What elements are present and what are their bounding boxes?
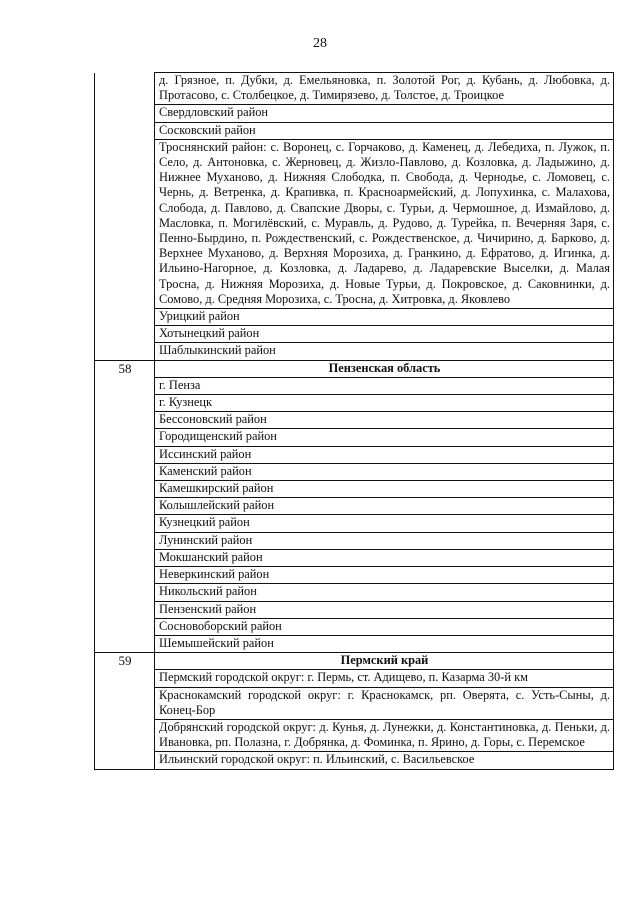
region-header-row <box>95 360 614 377</box>
table-row <box>95 481 614 498</box>
row-number <box>95 618 155 635</box>
row-number <box>95 635 155 652</box>
table-row <box>95 549 614 566</box>
row-number <box>95 549 155 566</box>
row-number <box>95 309 155 326</box>
table-row <box>95 309 614 326</box>
district-name: Пензенский район <box>155 601 614 618</box>
row-number <box>95 73 155 105</box>
district-name: Пермский городской округ: г. Пермь, ст. Адищево, п. Казарма 30-й км <box>155 670 614 687</box>
district-name: Колышлейский район <box>155 498 614 515</box>
district-name: Каменский район <box>155 463 614 480</box>
table-row <box>95 670 614 687</box>
district-name: Свердловский район <box>155 105 614 122</box>
row-number <box>95 601 155 618</box>
district-name: Неверкинский район <box>155 567 614 584</box>
row-number <box>95 498 155 515</box>
table-row <box>95 343 614 360</box>
row-number <box>95 395 155 412</box>
district-name: Ильинский городской округ: п. Ильинский, с. Васильевское <box>155 752 614 769</box>
row-number <box>95 122 155 139</box>
district-name: Сосновоборский район <box>155 618 614 635</box>
table-row <box>95 498 614 515</box>
table-row <box>95 719 614 751</box>
row-number <box>95 719 155 751</box>
table-row <box>95 429 614 446</box>
region-title: Пермский край <box>155 653 614 670</box>
locality-list: Добрянский городской округ: д. Кунья, д. Лунежки, д. Константиновка, д. Пеньки, д. Ивановка, рп. Полазна, г. Добрянка, д. Фоминка, п. Ярино, д. Горы, с. Перемское <box>155 719 614 751</box>
row-number <box>95 326 155 343</box>
regions-table <box>94 72 614 770</box>
district-name: г. Пенза <box>155 377 614 394</box>
district-name: Камешкирский район <box>155 481 614 498</box>
table-row <box>95 412 614 429</box>
table-row <box>95 567 614 584</box>
district-name: Иссинский район <box>155 446 614 463</box>
district-name: г. Кузнецк <box>155 395 614 412</box>
region-number: 58 <box>95 360 155 377</box>
table-row <box>95 584 614 601</box>
row-number <box>95 584 155 601</box>
locality-list: Троснянский район: с. Воронец, с. Горчаково, д. Каменец, д. Лебедиха, п. Лужок, п. Село, д. Антоновка, с. Жерновец, д. Жизло-Павлово, д. Козловка, д. Ладыжино, д. Нижнее Муханово, д. Нижняя Слободка, п. Свобода, д. Чернодье, с. Ломовец, с. Чернь, д. Ветренка, д. Крапивка, п. Красноармейский, д. Лопухинка, с. Малахова, Слобода, д. Павлово, д. Свапские Дворы, с. Турьи, д. Чермошное, д. Измайлово, д. Масловка, п. Могилёвский, с. Муравль, д. Рудово, д. Турейка, п. Вечерняя Заря, с. Пенно-Бырдино, п. Рождественский, с. Рождественское, д. Чичирино, д. Барково, д. Верхнее Муханово, д. Верхняя Морозиха, д. Гранкино, д. Ефратово, д. Игинка, д. Ильино-Нагорное, д. Козловка, д. Ладарево, д. Ладаревские Выселки, д. Малая Тросна, д. Нижняя Морозиха, д. Новые Турьи, д. Покровское, д. Саковнинки, д. Сомово, д. Средняя Морозиха, с. Тросна, д. Хитровка, д. Яковлево <box>155 139 614 308</box>
row-number <box>95 139 155 308</box>
table-row <box>95 377 614 394</box>
locality-list: Краснокамский городской округ: г. Краснокамск, рп. Оверята, с. Усть-Сыны, д. Конец-Бор <box>155 687 614 719</box>
page-number: 28 <box>313 36 327 51</box>
district-name: Городищенский район <box>155 429 614 446</box>
row-number <box>95 481 155 498</box>
table-row <box>95 446 614 463</box>
table-row <box>95 105 614 122</box>
row-number <box>95 532 155 549</box>
table-row <box>95 635 614 652</box>
district-name: Кузнецкий район <box>155 515 614 532</box>
row-number <box>95 412 155 429</box>
table-row <box>95 395 614 412</box>
row-number <box>95 377 155 394</box>
table-row <box>95 601 614 618</box>
locality-list: д. Грязное, п. Дубки, д. Емельяновка, п. Золотой Рог, д. Кубань, д. Любовка, д. Протасово, с. Столбецкое, д. Тимирязево, д. Толстое, д. Троицкое <box>155 73 614 105</box>
table-row <box>95 618 614 635</box>
district-name: Сосковский район <box>155 122 614 139</box>
table-row <box>95 532 614 549</box>
row-number <box>95 343 155 360</box>
row-number <box>95 446 155 463</box>
table-row <box>95 515 614 532</box>
row-number <box>95 567 155 584</box>
table-row <box>95 73 614 105</box>
row-number <box>95 687 155 719</box>
district-name: Хотынецкий район <box>155 326 614 343</box>
region-header-row <box>95 653 614 670</box>
district-name: Урицкий район <box>155 309 614 326</box>
row-number <box>95 670 155 687</box>
table-row <box>95 463 614 480</box>
district-name: Мокшанский район <box>155 549 614 566</box>
region-title: Пензенская область <box>155 360 614 377</box>
district-name: Шаблыкинский район <box>155 343 614 360</box>
row-number <box>95 752 155 769</box>
table-row <box>95 687 614 719</box>
district-name: Никольский район <box>155 584 614 601</box>
table-row <box>95 326 614 343</box>
row-number <box>95 105 155 122</box>
table-row <box>95 139 614 308</box>
district-name: Бессоновский район <box>155 412 614 429</box>
row-number <box>95 429 155 446</box>
region-number: 59 <box>95 653 155 670</box>
table-row <box>95 122 614 139</box>
district-name: Лунинский район <box>155 532 614 549</box>
district-name: Шемышейский район <box>155 635 614 652</box>
table-row <box>95 752 614 769</box>
row-number <box>95 463 155 480</box>
row-number <box>95 515 155 532</box>
